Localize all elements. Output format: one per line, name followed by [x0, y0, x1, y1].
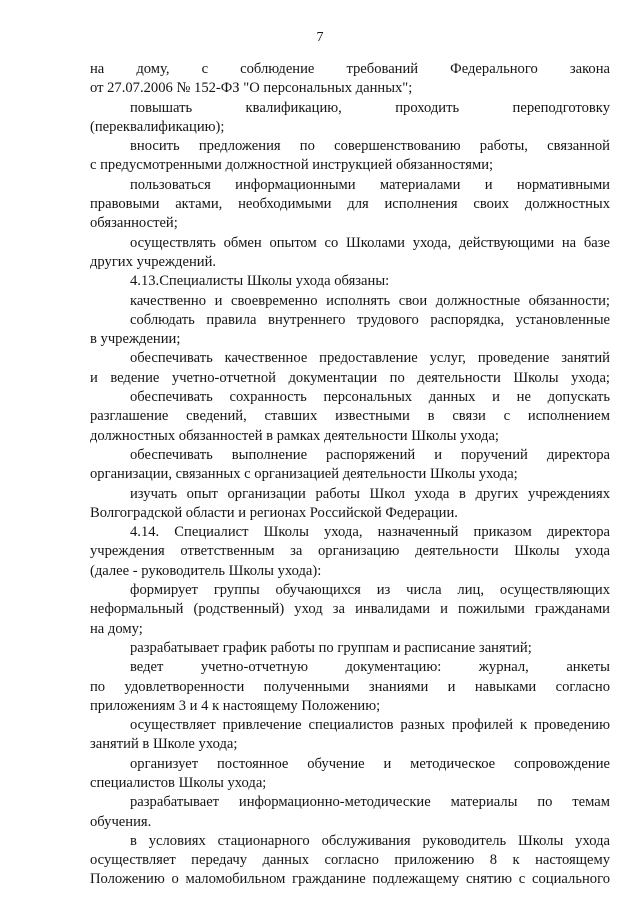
- text-line: 4.14. Специалист Школы ухода, назначенный приказом директора: [130, 524, 610, 541]
- text-line: в учреждении;: [90, 331, 181, 348]
- text-line: неформальный (родственный) уход за инвалидами и пожилыми гражданами: [90, 601, 610, 618]
- text-line: специалистов Школы ухода;: [90, 774, 267, 791]
- text-line: разрабатывает информационно-методические материалы по темам: [130, 794, 610, 811]
- text-line: изучать опыт организации работы Школ ухода в других учреждениях: [130, 485, 610, 502]
- text-line: обязанностей;: [90, 215, 178, 232]
- page-number: 7: [316, 30, 324, 45]
- text-line: с предусмотренными должностной инструкцией обязанностями;: [90, 157, 494, 174]
- text-line: осуществляет привлечение специалистов разных профилей к проведению: [130, 717, 610, 734]
- text-line: занятий в Школе ухода;: [90, 736, 238, 753]
- text-line: соблюдать правила внутреннего трудового распорядка, установленные: [130, 311, 610, 328]
- text-line: правовыми актами, необходимыми для исполнения своих должностных: [90, 196, 610, 213]
- text-line: осуществлять обмен опытом со Школами ухода, действующими на базе: [130, 234, 610, 251]
- text-line: по удовлетворенности полученными знаниями и навыками согласно: [90, 678, 610, 695]
- text-line: обеспечивать сохранность персональных данных и не допускать: [130, 389, 610, 406]
- text-line: ведет учетно-отчетную документацию: журнал, анкеты: [130, 659, 610, 676]
- text-line: Положению о маломобильном гражданине подлежащему снятию с социального: [90, 871, 610, 888]
- text-line: на дому, с соблюдение требований Федерального закона: [90, 61, 610, 77]
- document-body: [90, 60, 610, 890]
- text-line: (далее - руководитель Школы ухода):: [90, 562, 322, 579]
- text-line: должностных обязанностей в рамках деятельности Школы ухода;: [90, 427, 499, 444]
- text-line: приложениям 3 и 4 к настоящему Положению;: [90, 697, 381, 714]
- text-line: обеспечивать выполнение распоряжений и поручений директора: [130, 446, 610, 463]
- text-line: 4.13.Специалисты Школы ухода обязаны:: [130, 273, 390, 290]
- text-line: (переквалификацию);: [90, 118, 225, 135]
- text-line: в условиях стационарного обслуживания руководитель Школы ухода: [130, 832, 610, 849]
- text-line: обучения.: [90, 813, 152, 830]
- text-line: организации, связанных с организацией деятельности Школы ухода;: [90, 466, 518, 483]
- text-line: осуществляет передачу данных согласно приложению 8 к настоящему: [90, 852, 610, 869]
- text-line: пользоваться информационными материалами и нормативными: [130, 176, 610, 193]
- text-line: Волгоградской области и регионах Российской Федерации.: [90, 504, 458, 521]
- text-line: учреждения ответственным за организацию деятельности Школы ухода: [90, 543, 610, 560]
- text-line: качественно и своевременно исполнять свои должностные обязанности;: [130, 292, 610, 309]
- text-line: других учреждений.: [90, 253, 217, 270]
- text-line: формирует группы обучающихся из числа лиц, осуществляющих: [130, 582, 610, 599]
- text-line: на дому;: [90, 620, 143, 637]
- text-line: от 27.07.2006 № 152-ФЗ "О персональных данных";: [90, 80, 413, 97]
- text-line: обеспечивать качественное предоставление услуг, проведение занятий: [130, 350, 610, 367]
- text-line: организует постоянное обучение и методическое сопровождение: [130, 755, 610, 772]
- text-line: повышать квалификацию, проходить переподготовку: [130, 99, 610, 116]
- text-line: вносить предложения по совершенствованию работы, связанной: [130, 138, 610, 155]
- text-line: разглашение сведений, ставших известными в связи с исполнением: [90, 408, 610, 425]
- text-line: разрабатывает график работы по группам и расписание занятий;: [130, 639, 532, 656]
- text-line: и ведение учетно-отчетной документации по деятельности Школы ухода;: [90, 369, 610, 386]
